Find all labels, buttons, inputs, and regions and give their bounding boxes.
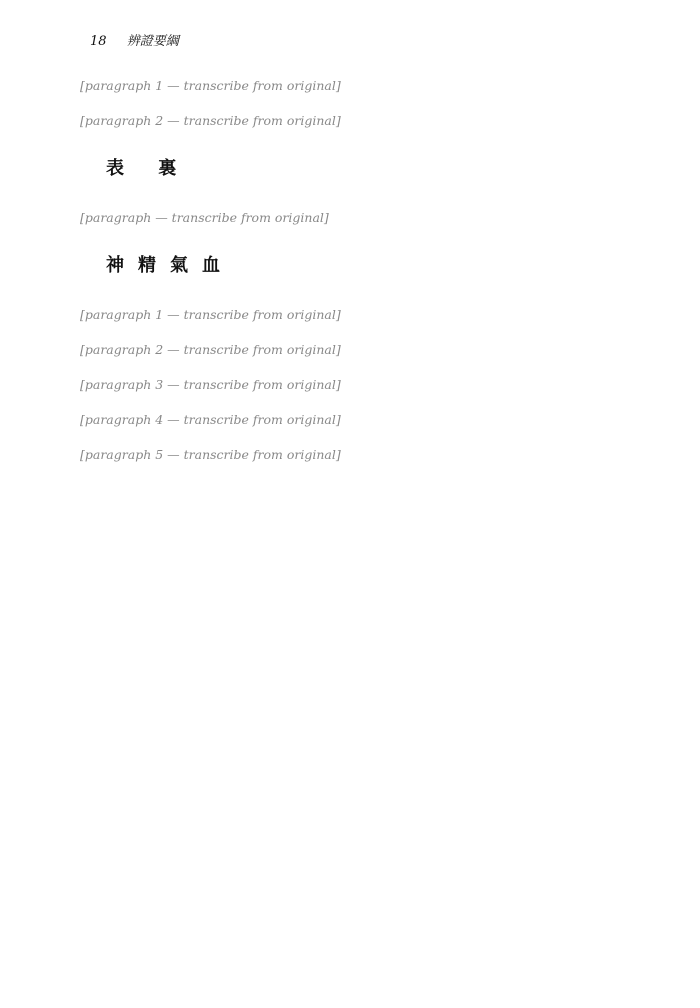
section-2-paragraph-5: [paragraph 5 — transcribe from original] bbox=[80, 447, 341, 462]
section-2-paragraph-3: [paragraph 3 — transcribe from original] bbox=[80, 377, 341, 392]
section-2-paragraph-1: [paragraph 1 — transcribe from original] bbox=[80, 307, 341, 322]
section-1-paragraph-1: [paragraph — transcribe from original] bbox=[80, 210, 329, 225]
page-body bbox=[66, 72, 640, 476]
page-number: 18 bbox=[90, 34, 107, 49]
section-2-paragraph-2: [paragraph 2 — transcribe from original] bbox=[80, 342, 341, 357]
book-title: 辨證要綱 bbox=[126, 34, 179, 49]
section-2-paragraph-4: [paragraph 4 — transcribe from original] bbox=[80, 412, 341, 427]
intro-paragraph-2: [paragraph 2 — transcribe from original] bbox=[80, 113, 341, 128]
running-header bbox=[90, 30, 195, 49]
intro-paragraph-1: [paragraph 1 — transcribe from original] bbox=[80, 78, 341, 93]
section-heading-spirit-essence-qi-blood: 神精氣血 bbox=[106, 255, 234, 276]
section-heading-exterior-interior: 表 裏 bbox=[106, 158, 191, 179]
